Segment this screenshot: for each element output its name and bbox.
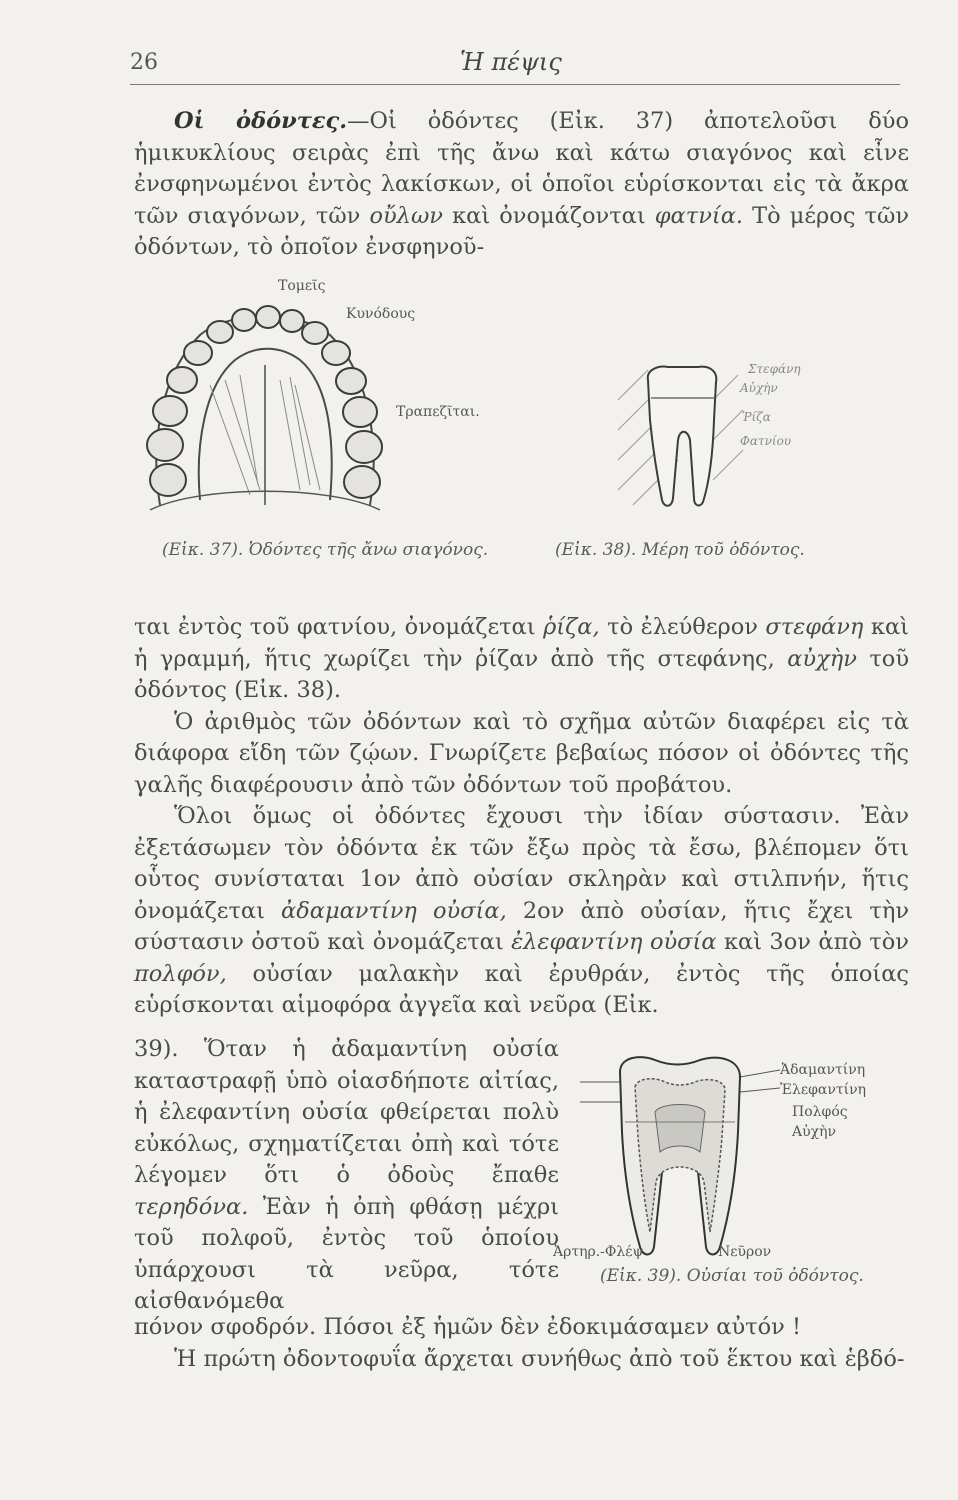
running-title: Ἡ πέψις [460,48,562,76]
term-teridona: τερηδόνα. [134,1193,249,1220]
term-oulon: οὔλων [369,202,443,229]
term-stefani: στεφάνη [765,614,864,640]
p1-text-a: ται ἐντὸς τοῦ φατνίου, ὀνομάζεται [134,614,536,640]
p3-text-b: 2ον ἀπὸ οὐσίαν, ἥτις ἔχει τὴν σύστασιν ὀστοῦ καὶ ὀνομάζεται [134,897,909,955]
label-trapezitai: Τραπεζῖται. [396,404,480,420]
label-adamantini: Ἀδαμαντίνη [780,1062,866,1078]
intro-paragraph [134,106,909,264]
p3-text-d: οὐσίαν μαλακὴν καὶ ἐρυθράν, ἐντὸς τῆς ὁποίας εὑρίσκονται αἱμοφόρα ἀγγεῖα καὶ νεῦρα (Εἰκ. [134,960,910,1018]
term-elefantini: ἐλεφαντίνη οὐσία [511,929,717,955]
paragraph-2: Ὁ ἀριθμὸς τῶν ὀδόντων καὶ τὸ σχῆμα αὐτῶν διαφέρει εἰς τὰ διάφορα εἴδη τῶν ζῴων. Γνωρίζετε βεβαίως πόσον οἱ ὀδόντες τῆς γαλῆς διαφέρουσιν ἀπὸ τῶν ὀδόντων τοῦ προβάτου. [134,708,909,798]
term-fatnia: φατνία. [654,202,744,229]
figure-37-caption: (Εἰκ. 37). Ὀδόντες τῆς ἄνω σιαγόνος. [162,540,489,560]
label-polfos: Πολφός [792,1104,848,1120]
term-riza: ῥίζα, [543,614,600,640]
p1-text-c: καὶ ἡ γραμμή, ἥτις χωρίζει τὴν ῥίζαν ἀπὸ τῆς στεφάνης, [134,614,909,672]
figure-38-tooth-illustration [618,350,743,510]
page-number: 26 [130,50,158,75]
page-header [130,44,900,85]
section-heading: Οἱ ὀδόντες. [174,108,348,134]
label-elefantini: Ἐλεφαντίνη [780,1082,866,1098]
intro-text-b: καὶ ὀνομάζονται [452,202,646,229]
label-riza: Ῥίζα [742,410,771,424]
label-auchin-38: Αὐχὴν [740,381,778,395]
wrap-text-a: 39). Ὅταν ἡ ἀδαμαντίνη οὐσία καταστραφῇ ὑπὸ οἱασδήποτε αἰτίας, ἡ ἐλεφαντίνη οὐσία φθείρεται πολὺ εὐκόλως, σχηματίζεται ὀπὴ καὶ τότε λέγομεν ὅτι ὁ ὀδοὺς ἔπαθε [134,1036,559,1188]
intro-text-c: Τὸ μέρος τῶν ὀδόντων, τὸ ὁποῖον ἐνσφηνοῦ- [134,202,909,260]
label-kynodous: Κυνόδους [346,306,416,322]
label-fatniou: Φατνίου [740,434,792,448]
label-stefani: Στεφάνη [748,362,801,376]
label-tomeis: Τομεῖς [278,278,326,294]
p3-text-a: Ὅλοι ὅμως οἱ ὀδόντες ἔχουσι τὴν ἰδίαν σύστασιν. Ἐὰν ἐξετάσωμεν τὸν ὀδόντα ἐκ τῶν ἔξω πρὸς τὰ ἔσω, βλέπομεν ὅτι οὗτος συνίσταται 1ον ἀπὸ οὐσίαν σκληρὰν καὶ στιλπνήν, ἥτις ὀνομάζεται [134,803,909,924]
figure-39-caption: (Εἰκ. 39). Οὐσίαι τοῦ ὀδόντος. [600,1266,864,1286]
term-adamantini: ἀδαμαντίνη οὐσία, [281,897,507,924]
wrap-text-b: Ἐὰν ἡ ὀπὴ φθάσῃ μέχρι τοῦ πολφοῦ, ἐντὸς τοῦ ὁποίου ὑπάρχουσι τὰ νεῦρα, τότε αἰσθανόμεθα [134,1193,560,1314]
label-neuron: Νεῦρον [718,1244,772,1260]
bottom-line-2: Ἡ πρώτη ὀδοντοφυΐα ἄρχεται συνήθως ἀπὸ τοῦ ἕκτου καὶ ἑβδό- [174,1345,905,1372]
label-artir-fleps: Ἀρτηρ.-Φλέψ [553,1244,644,1260]
wrapped-paragraph [134,1034,559,1318]
bottom-line-1: πόνον σφοδρόν. Πόσοι ἐξ ἡμῶν δὲν ἐδοκιμάσαμεν αὐτόν ! [134,1314,802,1340]
body-paragraphs [134,612,909,1022]
label-auchin-39: Αὐχὴν [792,1124,837,1140]
term-auchin: αὐχὴν [787,645,857,672]
figure-38-caption: (Εἰκ. 38). Μέρη τοῦ ὀδόντος. [555,540,805,560]
term-polfos: πολφόν, [134,960,227,987]
intro-text-a: —Οἱ ὀδόντες (Εἰκ. 37) ἀποτελοῦσι δύο ἡμικυκλίους σειρὰς ἐπὶ τῆς ἄνω καὶ κάτω σιαγόνος καὶ εἶνε ἐνσφηνωμένοι ἐντὸς λακίσκων, οἱ ὁποῖοι εὑρίσκονται εἰς τὰ ἄκρα τῶν σιαγόνων, τῶν [134,108,909,229]
p3-text-c: καὶ 3ον ἀπὸ τὸν [723,929,909,955]
p1-text-d: τοῦ ὀδόντος (Εἰκ. 38). [134,645,910,703]
bottom-lines [134,1312,909,1375]
p1-text-b: τὸ ἐλεύθερον [607,614,758,640]
figure-39-tooth-section-illustration [580,1052,780,1267]
